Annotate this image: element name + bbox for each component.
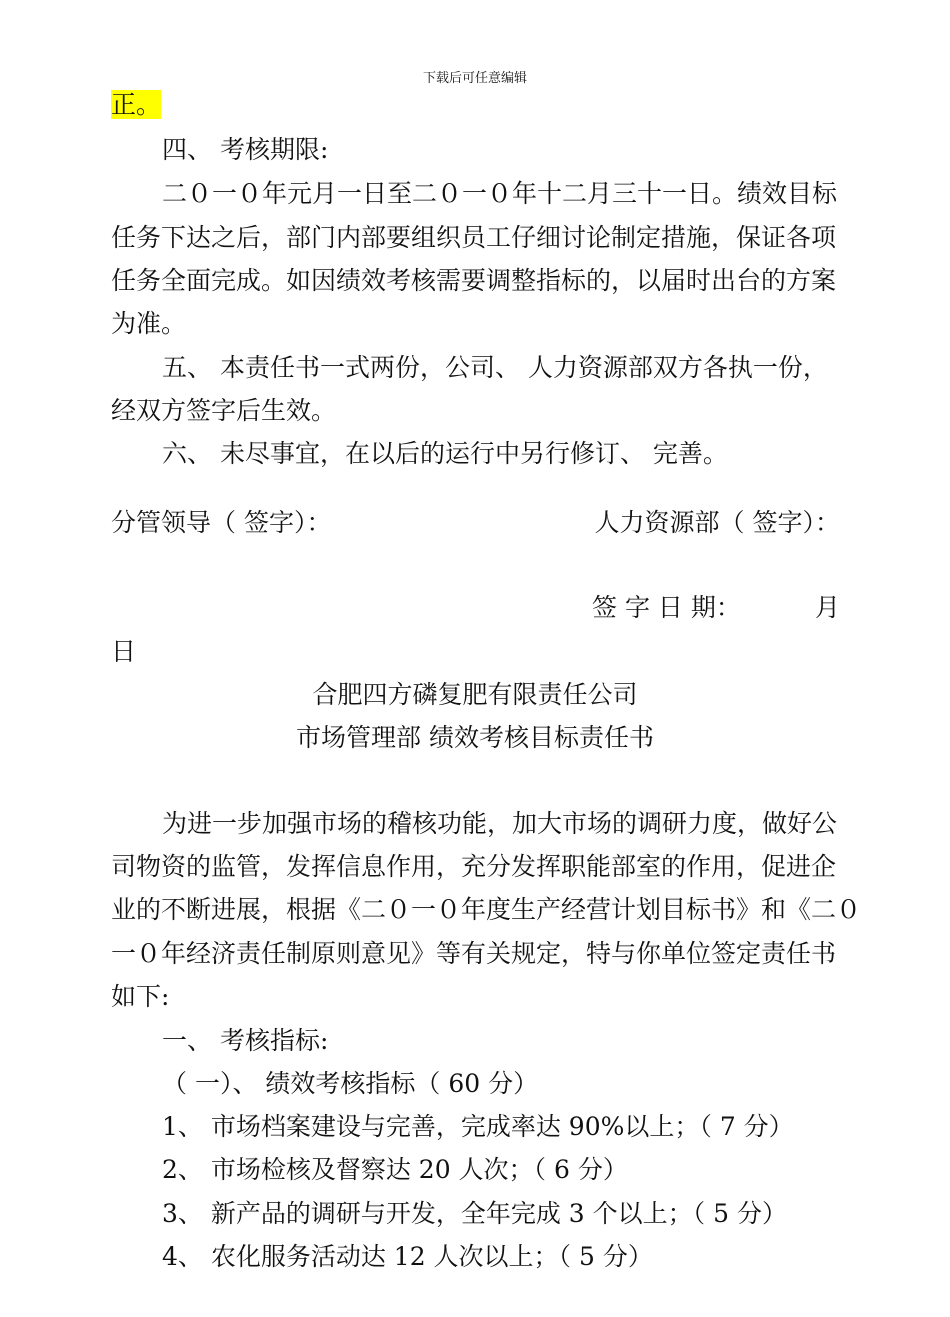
company-name: 合肥四方磷复肥有限责任公司	[312, 680, 638, 709]
item1-title: 一、 考核指标:	[162, 1026, 329, 1055]
list-item: 1、 市场档案建设与完善，完成率达 90%以上；（ 7 分）	[162, 1112, 794, 1141]
paragraph-fragment	[111, 88, 161, 122]
highlighted-text: 正。	[111, 90, 162, 119]
item5-line: 经双方签字后生效。	[111, 396, 337, 425]
list-item: 2、 市场检核及督察达 20 人次；（ 6 分）	[162, 1155, 628, 1184]
signature-right: 人力资源部（ 签字）：	[594, 508, 840, 537]
sub1-title: （ 一）、 绩效考核指标（ 60 分）	[162, 1069, 539, 1098]
sign-date-day: 日	[111, 637, 137, 666]
item4-line: 为准。	[111, 309, 187, 338]
list-item: 4、 农化服务活动达 12 人次以上；（ 5 分）	[162, 1242, 653, 1271]
item4-line: 二０一０年元月一日至二０一０年十二月三十一日。绩效目标	[162, 179, 838, 208]
page-header: 下载后可任意编辑	[422, 71, 527, 86]
signature-left: 分管领导（ 签字）：	[111, 508, 332, 537]
list-item: 3、 新产品的调研与开发，全年完成 3 个以上；（ 5 分）	[162, 1199, 787, 1228]
intro-line: 如下:	[111, 982, 170, 1011]
sign-date-month: 月	[815, 593, 841, 622]
item6: 六、 未尽事宜，在以后的运行中另行修订、 完善。	[162, 439, 728, 468]
intro-line: 一０年经济责任制原则意见》等有关规定，特与你单位签定责任书	[111, 939, 837, 968]
intro-line: 业的不断进展，根据《二０一０年度生产经营计划目标书》和《二０	[111, 895, 862, 924]
intro-line: 司物资的监管，发挥信息作用，充分发挥职能部室的作用，促进企	[111, 852, 837, 881]
intro-line: 为进一步加强市场的稽核功能，加大市场的调研力度，做好公	[162, 809, 838, 838]
document-title: 市场管理部 绩效考核目标责任书	[296, 723, 654, 752]
item4-title: 四、 考核期限:	[162, 135, 329, 164]
item4-line: 任务下达之后，部门内部要组织员工仔细讨论制定措施，保证各项	[111, 223, 837, 252]
sign-date-label: 签 字 日 期：	[592, 593, 741, 622]
item4-line: 任务全面完成。如因绩效考核需要调整指标的，以届时出台的方案	[111, 266, 837, 295]
item5-line: 五、 本责任书一式两份，公司、 人力资源部双方各执一份，	[162, 353, 828, 382]
